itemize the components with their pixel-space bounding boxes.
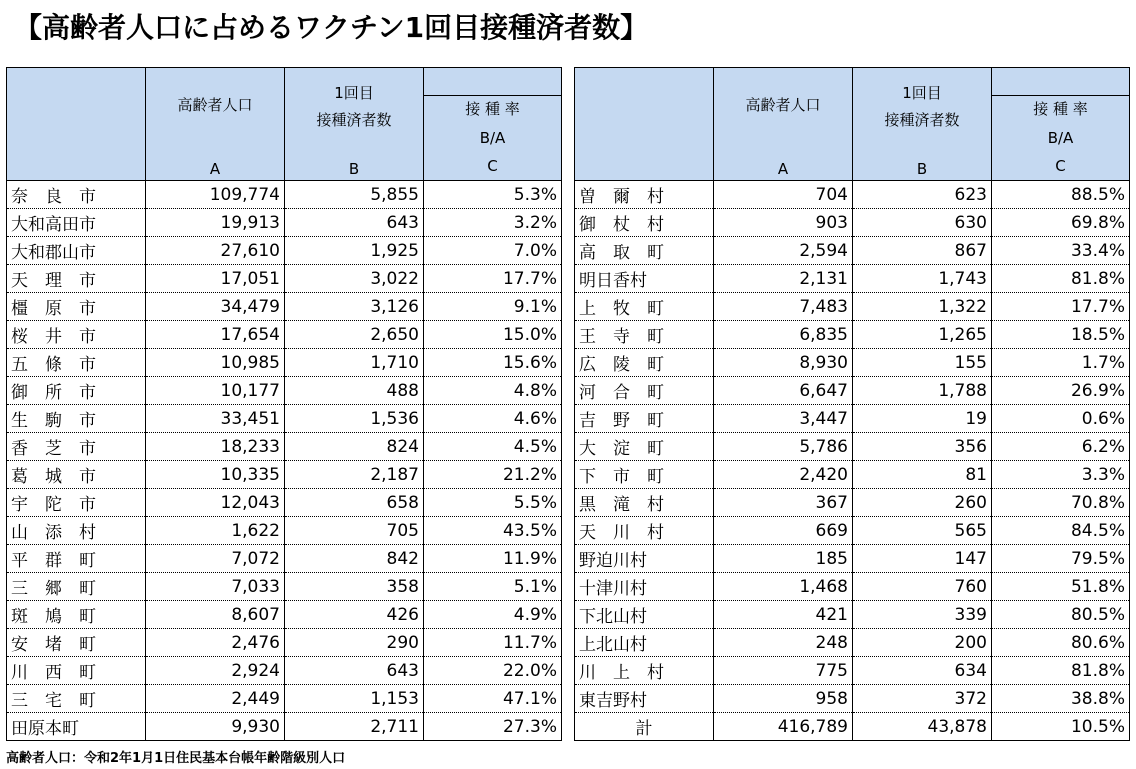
- table-row: [7, 433, 562, 461]
- elderly-population-cell: 775: [714, 657, 853, 685]
- elderly-population-cell: 1,622: [146, 517, 285, 545]
- vaccination-rate-cell: 80.6%: [992, 629, 1130, 657]
- municipality-cell: 田原本町: [7, 713, 146, 741]
- col-a-letter: A: [777, 160, 789, 178]
- elderly-population-cell: 6,647: [714, 377, 853, 405]
- table-row: [575, 237, 1130, 265]
- first-dose-count-cell: 1,925: [285, 237, 424, 265]
- table-row: [7, 349, 562, 377]
- municipality-cell: 五 條 市: [7, 349, 146, 377]
- table-row: [7, 573, 562, 601]
- table-row: [575, 349, 1130, 377]
- first-dose-count-cell: 1,710: [285, 349, 424, 377]
- first-dose-count-cell: 658: [285, 489, 424, 517]
- elderly-population-cell: 185: [714, 545, 853, 573]
- first-dose-count-cell: 3,022: [285, 265, 424, 293]
- table-row: [575, 629, 1130, 657]
- table-row: [575, 461, 1130, 489]
- municipality-header: [7, 68, 146, 181]
- municipality-cell: 吉 野 町: [575, 405, 714, 433]
- col-b-letter: B: [348, 160, 360, 178]
- table-row: [575, 209, 1130, 237]
- table-row: [7, 713, 562, 741]
- first-dose-count-cell: 565: [853, 517, 992, 545]
- rate-header-top-spacer: [992, 68, 1130, 96]
- first-dose-count-cell: 356: [853, 433, 992, 461]
- vaccination-rate-cell: 4.6%: [424, 405, 562, 433]
- municipality-cell: 上 牧 町: [575, 293, 714, 321]
- table-row: [7, 657, 562, 685]
- elderly-population-cell: 19,913: [146, 209, 285, 237]
- table-row: [575, 545, 1130, 573]
- right-vaccination-table: [574, 67, 1130, 741]
- first-dose-count-cell: 2,187: [285, 461, 424, 489]
- vaccination-rate-cell: 81.8%: [992, 657, 1130, 685]
- municipality-cell: 天 理 市: [7, 265, 146, 293]
- municipality-cell: 黒 滝 村: [575, 489, 714, 517]
- elderly-population-cell: 17,051: [146, 265, 285, 293]
- table-row: [575, 433, 1130, 461]
- table-row: [7, 237, 562, 265]
- first-dose-count-cell: 358: [285, 573, 424, 601]
- total-row: [575, 713, 1130, 741]
- vaccination-rate-cell: 79.5%: [992, 545, 1130, 573]
- elderly-population-cell: 12,043: [146, 489, 285, 517]
- rate-header: [992, 96, 1130, 181]
- municipality-cell: 王 寺 町: [575, 321, 714, 349]
- elderly-population-cell: 2,476: [146, 629, 285, 657]
- rate-label: 接 種 率: [465, 100, 520, 118]
- left-vaccination-table: [6, 67, 562, 741]
- vaccination-rate-cell: 47.1%: [424, 685, 562, 713]
- first-dose-label-line1: 1回目: [334, 84, 374, 102]
- table-row: [575, 265, 1130, 293]
- municipality-header: [575, 68, 714, 181]
- first-dose-count-cell: 643: [285, 657, 424, 685]
- municipality-cell: 広 陵 町: [575, 349, 714, 377]
- first-dose-count-cell: 1,743: [853, 265, 992, 293]
- municipality-cell: 三 郷 町: [7, 573, 146, 601]
- elderly-population-cell: 416,789: [714, 713, 853, 741]
- elderly-population-cell: 7,033: [146, 573, 285, 601]
- vaccination-rate-cell: 11.7%: [424, 629, 562, 657]
- municipality-cell: 川 西 町: [7, 657, 146, 685]
- first-dose-count-cell: 630: [853, 209, 992, 237]
- vaccination-rate-cell: 15.6%: [424, 349, 562, 377]
- elderly-population-cell: 17,654: [146, 321, 285, 349]
- vaccination-rate-cell: 80.5%: [992, 601, 1130, 629]
- elderly-population-cell: 704: [714, 181, 853, 209]
- municipality-cell: 曽 爾 村: [575, 181, 714, 209]
- first-dose-header: [285, 68, 424, 181]
- first-dose-count-cell: 3,126: [285, 293, 424, 321]
- vaccination-rate-cell: 84.5%: [992, 517, 1130, 545]
- municipality-cell: 十津川村: [575, 573, 714, 601]
- rate-formula: B/A: [1047, 129, 1074, 147]
- first-dose-count-cell: 623: [853, 181, 992, 209]
- first-dose-count-cell: 824: [285, 433, 424, 461]
- elderly-population-cell: 248: [714, 629, 853, 657]
- vaccination-rate-cell: 17.7%: [992, 293, 1130, 321]
- rate-formula: B/A: [479, 129, 506, 147]
- first-dose-count-cell: 155: [853, 349, 992, 377]
- elderly-population-cell: 958: [714, 685, 853, 713]
- vaccination-rate-cell: 43.5%: [424, 517, 562, 545]
- table-row: [7, 629, 562, 657]
- elderly-population-cell: 367: [714, 489, 853, 517]
- elderly-population-cell: 3,447: [714, 405, 853, 433]
- elderly-population-cell: 2,924: [146, 657, 285, 685]
- first-dose-count-cell: 842: [285, 545, 424, 573]
- elderly-population-header: [714, 68, 853, 181]
- table-row: [7, 265, 562, 293]
- first-dose-count-cell: 5,855: [285, 181, 424, 209]
- first-dose-count-cell: 867: [853, 237, 992, 265]
- table-row: [7, 321, 562, 349]
- col-b-letter: B: [916, 160, 928, 178]
- elderly-population-cell: 18,233: [146, 433, 285, 461]
- municipality-cell: 東吉野村: [575, 685, 714, 713]
- vaccination-rate-cell: 9.1%: [424, 293, 562, 321]
- vaccination-rate-cell: 38.8%: [992, 685, 1130, 713]
- municipality-cell: 河 合 町: [575, 377, 714, 405]
- table-row: [7, 517, 562, 545]
- elderly-population-cell: 5,786: [714, 433, 853, 461]
- municipality-cell: 大 淀 町: [575, 433, 714, 461]
- first-dose-count-cell: 643: [285, 209, 424, 237]
- first-dose-count-cell: 1,265: [853, 321, 992, 349]
- municipality-cell: 葛 城 市: [7, 461, 146, 489]
- rate-label: 接 種 率: [1033, 100, 1088, 118]
- elderly-population-cell: 10,177: [146, 377, 285, 405]
- municipality-cell: 天 川 村: [575, 517, 714, 545]
- first-dose-label-line2: 接種済者数: [316, 111, 392, 129]
- table-row: [7, 377, 562, 405]
- elderly-population-cell: 7,483: [714, 293, 853, 321]
- elderly-population-cell: 9,930: [146, 713, 285, 741]
- table-row: [575, 321, 1130, 349]
- first-dose-count-cell: 488: [285, 377, 424, 405]
- vaccination-rate-cell: 18.5%: [992, 321, 1130, 349]
- table-row: [7, 601, 562, 629]
- first-dose-count-cell: 426: [285, 601, 424, 629]
- vaccination-rate-cell: 4.9%: [424, 601, 562, 629]
- elderly-population-cell: 2,131: [714, 265, 853, 293]
- municipality-cell: 御 杖 村: [575, 209, 714, 237]
- table-row: [575, 377, 1130, 405]
- first-dose-count-cell: 1,536: [285, 405, 424, 433]
- elderly-population-cell: 109,774: [146, 181, 285, 209]
- vaccination-rate-cell: 3.3%: [992, 461, 1130, 489]
- municipality-cell: 三 宅 町: [7, 685, 146, 713]
- first-dose-count-cell: 760: [853, 573, 992, 601]
- municipality-cell: 平 群 町: [7, 545, 146, 573]
- elderly-population-cell: 903: [714, 209, 853, 237]
- municipality-cell: 桜 井 市: [7, 321, 146, 349]
- municipality-cell: 安 堵 町: [7, 629, 146, 657]
- rate-header: [424, 96, 562, 181]
- first-dose-count-cell: 339: [853, 601, 992, 629]
- municipality-cell: 大和郡山市: [7, 237, 146, 265]
- vaccination-rate-cell: 5.1%: [424, 573, 562, 601]
- elderly-population-cell: 33,451: [146, 405, 285, 433]
- first-dose-count-cell: 200: [853, 629, 992, 657]
- first-dose-count-cell: 81: [853, 461, 992, 489]
- vaccination-rate-cell: 10.5%: [992, 713, 1130, 741]
- municipality-cell: 奈 良 市: [7, 181, 146, 209]
- vaccination-rate-cell: 22.0%: [424, 657, 562, 685]
- table-row: [7, 545, 562, 573]
- vaccination-rate-cell: 69.8%: [992, 209, 1130, 237]
- first-dose-count-cell: 372: [853, 685, 992, 713]
- first-dose-label-line2: 接種済者数: [884, 111, 960, 129]
- municipality-cell: 山 添 村: [7, 517, 146, 545]
- municipality-cell: 橿 原 市: [7, 293, 146, 321]
- elderly-population-cell: 27,610: [146, 237, 285, 265]
- municipality-cell: 計: [575, 713, 714, 741]
- municipality-cell: 高 取 町: [575, 237, 714, 265]
- vaccination-rate-cell: 17.7%: [424, 265, 562, 293]
- table-row: [575, 405, 1130, 433]
- first-dose-label-line1: 1回目: [902, 84, 942, 102]
- table-row: [7, 685, 562, 713]
- col-c-letter: C: [1055, 157, 1066, 175]
- elderly-population-cell: 6,835: [714, 321, 853, 349]
- vaccination-rate-cell: 70.8%: [992, 489, 1130, 517]
- municipality-cell: 上北山村: [575, 629, 714, 657]
- first-dose-count-cell: 1,322: [853, 293, 992, 321]
- elderly-population-cell: 8,607: [146, 601, 285, 629]
- elderly-population-cell: 2,449: [146, 685, 285, 713]
- table-row: [575, 293, 1130, 321]
- vaccination-rate-cell: 4.8%: [424, 377, 562, 405]
- municipality-cell: 香 芝 市: [7, 433, 146, 461]
- table-row: [575, 601, 1130, 629]
- first-dose-count-cell: 2,650: [285, 321, 424, 349]
- vaccination-rate-cell: 51.8%: [992, 573, 1130, 601]
- table-row: [7, 461, 562, 489]
- table-row: [575, 573, 1130, 601]
- vaccination-rate-cell: 7.0%: [424, 237, 562, 265]
- table-row: [575, 657, 1130, 685]
- page-title: 【高齢者人口に占めるワクチン1回目接種済者数】: [14, 11, 649, 44]
- table-row: [7, 293, 562, 321]
- vaccination-rate-cell: 5.3%: [424, 181, 562, 209]
- vaccination-rate-cell: 3.2%: [424, 209, 562, 237]
- first-dose-count-cell: 19: [853, 405, 992, 433]
- vaccination-rate-cell: 0.6%: [992, 405, 1130, 433]
- municipality-cell: 斑 鳩 町: [7, 601, 146, 629]
- elderly-population-cell: 421: [714, 601, 853, 629]
- municipality-cell: 御 所 市: [7, 377, 146, 405]
- first-dose-count-cell: 1,788: [853, 377, 992, 405]
- municipality-cell: 生 駒 市: [7, 405, 146, 433]
- first-dose-count-cell: 705: [285, 517, 424, 545]
- elderly-population-cell: 8,930: [714, 349, 853, 377]
- municipality-cell: 下北山村: [575, 601, 714, 629]
- vaccination-rate-cell: 6.2%: [992, 433, 1130, 461]
- municipality-cell: 下 市 町: [575, 461, 714, 489]
- rate-header-top-spacer: [424, 68, 562, 96]
- col-a-letter: A: [209, 160, 221, 178]
- table-row: [575, 489, 1130, 517]
- footnote: 高齢者人口：令和2年1月1日住民基本台帳年齢階級別人口: [6, 751, 346, 766]
- municipality-cell: 野迫川村: [575, 545, 714, 573]
- table-row: [7, 405, 562, 433]
- vaccination-rate-cell: 5.5%: [424, 489, 562, 517]
- elderly-population-cell: 1,468: [714, 573, 853, 601]
- vaccination-rate-cell: 4.5%: [424, 433, 562, 461]
- elderly-population-cell: 7,072: [146, 545, 285, 573]
- elderly-population-cell: 669: [714, 517, 853, 545]
- first-dose-count-cell: 260: [853, 489, 992, 517]
- first-dose-header: [853, 68, 992, 181]
- elderly-population-cell: 2,594: [714, 237, 853, 265]
- elderly-population-cell: 2,420: [714, 461, 853, 489]
- table-row: [7, 489, 562, 517]
- municipality-cell: 明日香村: [575, 265, 714, 293]
- elderly-population-label: 高齢者人口: [177, 96, 253, 114]
- vaccination-rate-cell: 88.5%: [992, 181, 1130, 209]
- vaccination-rate-cell: 26.9%: [992, 377, 1130, 405]
- vaccination-rate-cell: 15.0%: [424, 321, 562, 349]
- vaccination-rate-cell: 81.8%: [992, 265, 1130, 293]
- table-row: [7, 209, 562, 237]
- table-row: [575, 685, 1130, 713]
- municipality-cell: 川 上 村: [575, 657, 714, 685]
- elderly-population-label: 高齢者人口: [745, 96, 821, 114]
- table-row: [575, 181, 1130, 209]
- table-row: [575, 517, 1130, 545]
- first-dose-count-cell: 634: [853, 657, 992, 685]
- first-dose-count-cell: 290: [285, 629, 424, 657]
- elderly-population-cell: 10,335: [146, 461, 285, 489]
- elderly-population-cell: 10,985: [146, 349, 285, 377]
- first-dose-count-cell: 147: [853, 545, 992, 573]
- first-dose-count-cell: 1,153: [285, 685, 424, 713]
- first-dose-count-cell: 43,878: [853, 713, 992, 741]
- vaccination-rate-cell: 21.2%: [424, 461, 562, 489]
- vaccination-rate-cell: 27.3%: [424, 713, 562, 741]
- vaccination-rate-cell: 33.4%: [992, 237, 1130, 265]
- elderly-population-header: [146, 68, 285, 181]
- elderly-population-cell: 34,479: [146, 293, 285, 321]
- municipality-cell: 宇 陀 市: [7, 489, 146, 517]
- vaccination-rate-cell: 1.7%: [992, 349, 1130, 377]
- first-dose-count-cell: 2,711: [285, 713, 424, 741]
- municipality-cell: 大和高田市: [7, 209, 146, 237]
- col-c-letter: C: [487, 157, 498, 175]
- table-row: [7, 181, 562, 209]
- vaccination-rate-cell: 11.9%: [424, 545, 562, 573]
